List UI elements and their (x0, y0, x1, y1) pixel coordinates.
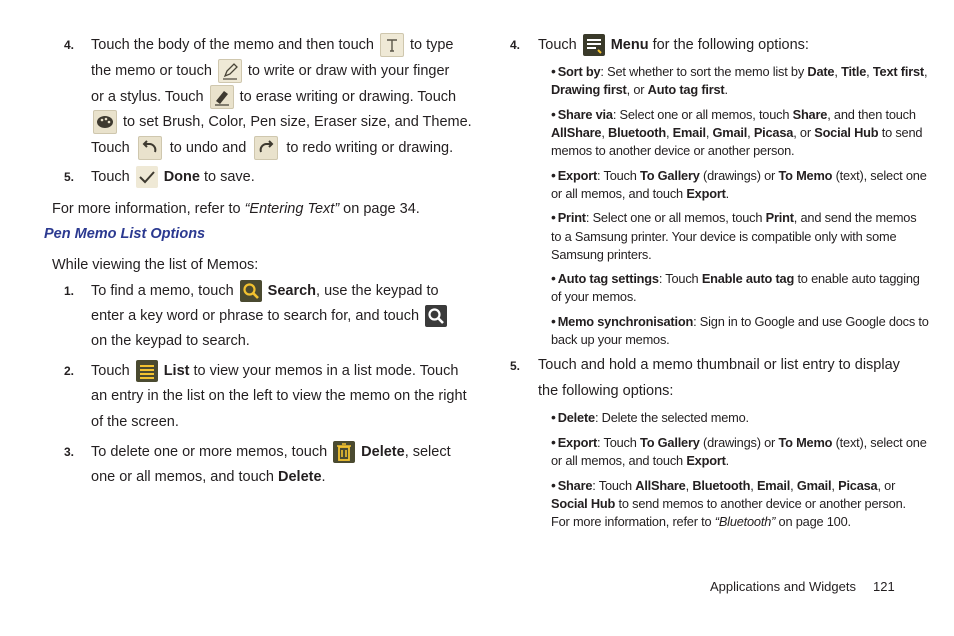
intro-text: While viewing the list of Memos: (52, 257, 259, 273)
bullet: • (551, 270, 556, 286)
sortby-line2: Drawing first, or Auto tag first. (551, 82, 728, 97)
footer-section: Applications and Widgets (710, 579, 856, 594)
step-number: 3. (64, 445, 75, 459)
checkmark-icon (136, 166, 158, 188)
autotag-line1: Auto tag settings: Touch Enable auto tag to enable auto tagging (557, 271, 920, 286)
pen-icon (218, 59, 242, 83)
trash-icon (333, 441, 355, 463)
section-heading: Pen Memo List Options (44, 226, 206, 242)
step4-line2: the memo or touch to write or draw with your finger (91, 58, 449, 84)
export2-line1: Export: Touch To Gallery (drawings) or To Memo (text), select one (557, 435, 927, 450)
list1-line3: on the keypad to search. (91, 333, 250, 349)
share-line1: Share: Touch AllShare, Bluetooth, Email, Gmail, Picasa, or (557, 478, 896, 493)
list2-line1: Touch List to view your memos in a list mode. Touch (91, 358, 458, 384)
menu-icon (583, 34, 605, 56)
sharevia-line3: memos to another device or another person. (551, 143, 795, 158)
print-line3: Samsung printers. (551, 247, 652, 262)
eraser-icon (210, 85, 234, 109)
step-number: 5. (510, 359, 521, 373)
step4-line4: to set Brush, Color, Pen size, Eraser size, and Theme. (91, 109, 472, 135)
share-line3: For more information, refer to “Bluetooth” on page 100. (551, 514, 851, 529)
bullet: • (551, 106, 556, 122)
undo-icon (138, 136, 162, 160)
step-number: 2. (64, 364, 75, 378)
step-number: 1. (64, 284, 75, 298)
autotag-line2: of your memos. (551, 289, 637, 304)
list3-line1: To delete one or more memos, touch Delete , select (91, 439, 451, 465)
step-number: 5. (64, 170, 75, 184)
step-number: 4. (510, 38, 521, 52)
list1-line2: enter a key word or phrase to search for, and touch (91, 303, 453, 329)
step4-line5: Touch to undo and to redo writing or drawing. (91, 135, 453, 161)
redo-icon (254, 136, 278, 160)
list2-line2: an entry in the list on the left to view the memo on the right (91, 388, 467, 404)
export2-line2: or all memos, and touch Export. (551, 453, 730, 468)
search-icon (240, 280, 262, 302)
list3-line2: one or all memos, and touch Delete. (91, 469, 326, 485)
step4-line1: Touch the body of the memo and then touch to type (91, 32, 453, 58)
print-line2: to a Samsung printer. Your device is compatible only with some (551, 229, 897, 244)
export1-line1: Export: Touch To Gallery (drawings) or To Memo (text), select one (557, 168, 927, 183)
bullet: • (551, 409, 556, 425)
keypad-search-icon (425, 305, 447, 327)
list-icon (136, 360, 158, 382)
print-line1: Print: Select one or all memos, touch Print, and send the memos (557, 210, 917, 225)
sortby-line1: Sort by: Set whether to sort the memo list by Date, Title, Text first, (557, 64, 928, 79)
memosync-line2: back up your memos. (551, 332, 670, 347)
bullet: • (551, 209, 556, 225)
step-number: 4. (64, 38, 75, 52)
bullet: • (551, 167, 556, 183)
right-step5-line2: the following options: (538, 383, 674, 399)
sharevia-line1: Share via: Select one or all memos, touch Share, and then touch (557, 107, 916, 122)
palette-icon (93, 110, 117, 134)
page-number: 121 (873, 579, 895, 594)
bullet: • (551, 63, 556, 79)
bullet: • (551, 434, 556, 450)
right-step4-line: Touch Menu for the following options: (538, 32, 809, 58)
bullet: • (551, 477, 556, 493)
delete-line: Delete: Delete the selected memo. (557, 410, 749, 425)
bullet: • (551, 313, 556, 329)
list1-line1: To find a memo, touch Search , use the keypad to (91, 278, 439, 304)
share-line2: Social Hub to send memos to another device or another person. (551, 496, 906, 511)
sharevia-line2: AllShare, Bluetooth, Email, Gmail, Picasa, or Social Hub to send (551, 125, 923, 140)
export1-line2: or all memos, and touch Export. (551, 186, 730, 201)
text-mode-icon (380, 33, 404, 57)
memosync-line1: Memo synchronisation: Sign in to Google and use Google docs to (557, 314, 929, 329)
step4-line3: or a stylus. Touch to erase writing or drawing. Touch (91, 84, 456, 110)
more-info: For more information, refer to “Entering Text” on page 34. (52, 201, 420, 217)
right-step5-line1: Touch and hold a memo thumbnail or list entry to display (538, 357, 900, 373)
step5-line: Touch Done to save. (91, 165, 255, 189)
list2-line3: of the screen. (91, 414, 179, 430)
